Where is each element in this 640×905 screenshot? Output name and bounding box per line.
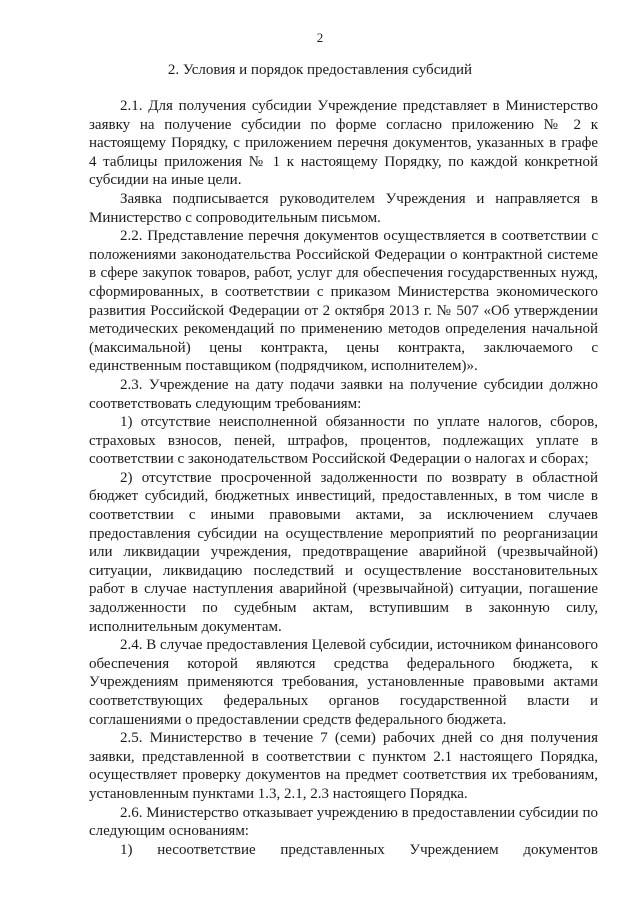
paragraph-2-4: 2.4. В случае предоставления Целевой субсидии, источником финансового обеспечения которой являются средства федерального бюджета, к Учреждениям применяются требования, установленные правовыми актами соответствующих федеральных органов государственной власти и соглашениями о предоставлении средств федерального бюджета. xyxy=(89,637,598,728)
document-body xyxy=(89,97,598,859)
list-item-2: 2) отсутствие просроченной задолженности по возврату в областной бюджет субсидий, бюджетных инвестиций, предоставленных, в том числе в соответствии с иными правовыми актами, за исключением случаев предоставления субсидии на осуществление мероприятий по реорганизации или ликвидации учреждения, предотвращение аварийной (чрезвычайной) ситуации, ликвидацию последствий и осуществление восстановительных работ в случае наступления аварийной (чрезвычайной) ситуации, погашение задолженности по судебным актам, вступившим в законную силу, исполнительным документам. xyxy=(89,469,598,635)
page-number: 2 xyxy=(316,30,324,45)
paragraph-2-6-item-1: 1) несоответствие представленных Учреждением документов xyxy=(120,841,598,858)
paragraph-2-1-note: Заявка подписывается руководителем Учреждения и направляется в Министерство с сопроводительным письмом. xyxy=(89,190,598,226)
section-title: 2. Условия и порядок предоставления субсидий xyxy=(167,62,473,78)
paragraph-2-2: 2.2. Представление перечня документов осуществляется в соответствии с положениями законодательства Российской Федерации о контрактной системе в сфере закупок товаров, работ, услуг для обеспечения государственных нужд, сформированных, в соответствии с приказом Министерства экономического развития Российской Федерации от 2 октября 2013 г. № 507 «Об утверждении методических рекомендаций по применению методов определения начальной (максимальной) цены контракта, цены контракта, заключаемого с единственным поставщиком (подрядчиком, исполнителем)». xyxy=(89,228,598,375)
paragraph-2-3: 2.3. Учреждение на дату подачи заявки на получение субсидии должно соответствовать следующим требованиям: xyxy=(89,376,598,412)
paragraph-2-5: 2.5. Министерство в течение 7 (семи) рабочих дней со дня получения заявки, представленной в соответствии с пунктом 2.1 настоящего Порядка, осуществляет проверку документов на предмет соответствия их требованиям, установленным пунктами 1.3, 2.1, 2.3 настоящего Порядка. xyxy=(89,730,598,802)
paragraph-2-1: 2.1. Для получения субсидии Учреждение представляет в Министерство заявку на получение субсидии по форме согласно приложению № 2 к настоящему Порядку, с приложением перечня документов, указанных в графе 4 таблицы приложения № 1 к настоящему Порядку, по каждой конкретной субсидии на иные цели. xyxy=(89,98,598,189)
paragraph-2-6: 2.6. Министерство отказывает учреждению в предоставлении субсидии по следующим основаниям: xyxy=(89,804,598,840)
list-item-1: 1) отсутствие неисполненной обязанности по уплате налогов, сборов, страховых взносов, пеней, штрафов, процентов, подлежащих уплате в соответствии с законодательством Российской Федерации о налогах и сборах; xyxy=(89,414,598,468)
